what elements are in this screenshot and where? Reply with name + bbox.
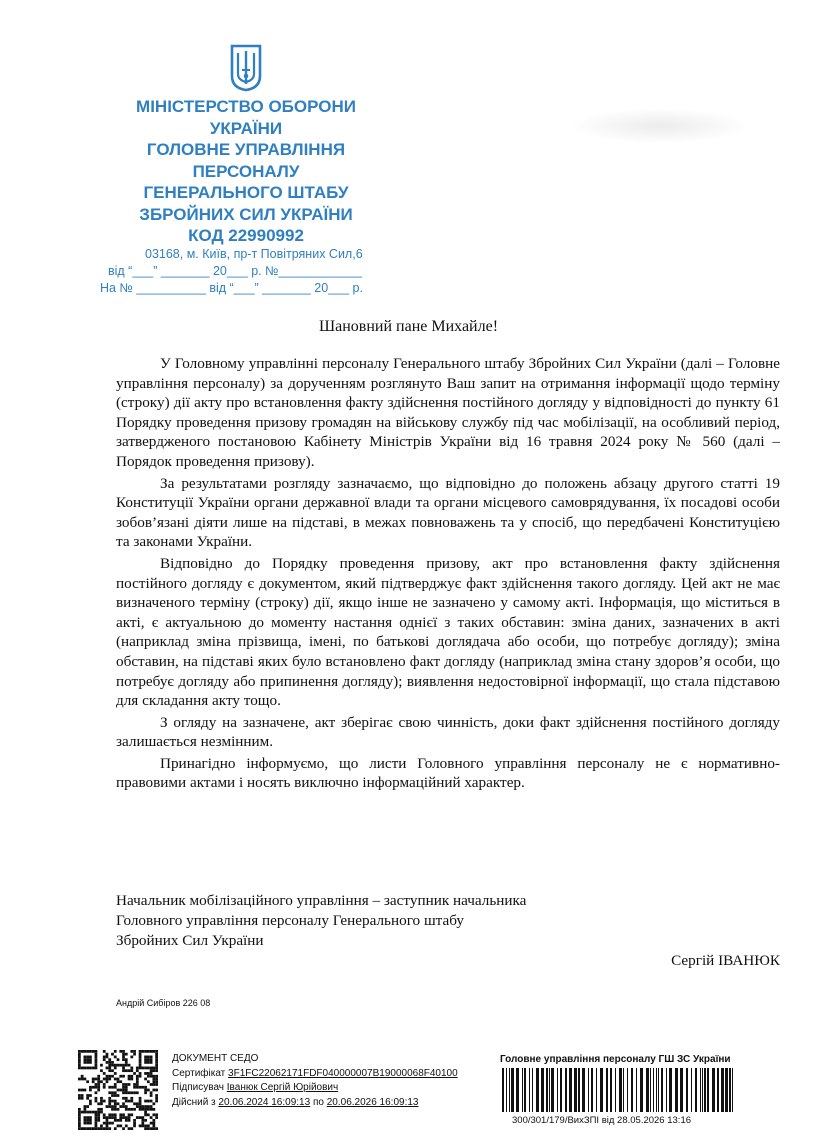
qr-code-icon <box>78 1050 158 1130</box>
valid-to: 20.06.2026 16:09:13 <box>326 1096 419 1108</box>
letter-body <box>116 354 780 795</box>
signer-row <box>172 1081 502 1096</box>
body-paragraph: За результатами розгляду зазначаємо, що відповідно до положень абзацу другого статті 19 Конституції України органи державної влади та органи місцевого самоврядування, їх посадові особи зобов’язані діяти лише на підставі, в межах повноважень та у спосіб, що передбачені Конституцією та законами України. <box>116 474 780 551</box>
position-line: Збройних Сил України <box>116 932 264 949</box>
valid-to-label: по <box>312 1096 324 1108</box>
signatory-name: Сергій ІВАНЮК <box>671 952 780 969</box>
body-paragraph: У Головному управлінні персоналу Генерального штабу Збройних Сил України (далі – Головне управління персоналу) за дорученням розглянуто Ваш запит на отримання інформації щодо терміну (строку) дії акту про встановлення факту здійснення постійного догляду у відповідності до пункту 61 Порядку проведення призову громадян на військову службу під час мобілізації, на особливий період, затвердженого постановою Кабінету Міністрів України від 16 травня 2024 року № 560 (далі – Порядок проведення призову). <box>116 355 780 470</box>
valid-from-label: Дійсний з <box>172 1096 216 1108</box>
blurred-area <box>570 108 750 144</box>
letterhead-line: ГОЛОВНЕ УПРАВЛІННЯ <box>146 140 346 159</box>
body-paragraph: Відповідно до Порядку проведення призову, акт про встановлення факту здійснення постійного догляду є документом, який підтверджує факт здійснення такого догляду. Цей акт не має визначеного терміну (строку) дії, якщо інше не зазначено у самому акті. Інформація, що міститься в акті, є актуальною до моменту настання однієї з таких обставин: зміна даних, зазначених в акті (наприклад зміна прізвища, імені, по батькові доглядача або особи, що потребує догляду); зміна обставин, на підставі яких було встановлено факт догляду (наприклад зміна стану здоров’я особи, що потребує догляду або припинення догляду); виявлення недостовірної інформації, що стала підставою для складання акту тощо. <box>116 554 780 710</box>
e-signature-block <box>172 1052 502 1110</box>
letterhead-address-block <box>100 246 400 297</box>
edoc-title: ДОКУМЕНТ СЕДО <box>172 1053 259 1064</box>
certificate-value: 3F1FC22062171FDF040000007B19000068F40100 <box>228 1067 458 1079</box>
position-line: Головного управління персоналу Генерального штабу <box>116 912 464 929</box>
letterhead <box>70 96 422 247</box>
valid-from: 20.06.2024 16:09:13 <box>218 1096 311 1108</box>
trident-icon <box>228 42 264 92</box>
letterhead-line: МІНІСТЕРСТВО ОБОРОНИ <box>136 97 356 116</box>
barcode-title: Головне управління персоналу ГШ ЗС України <box>500 1054 731 1065</box>
outgoing-date-line: від “___” _______ 20___ р. №____________ <box>108 264 362 278</box>
letterhead-line: ГЕНЕРАЛЬНОГО ШТАБУ <box>143 183 349 202</box>
position-line: Начальник мобілізаційного управління – заступник начальника <box>116 892 527 909</box>
executor: Андрій Сибіров 226 08 <box>116 998 211 1008</box>
body-paragraph: Принагідно інформуємо, що листи Головного управління персоналу не є нормативно-правовими актами і носять виключно інформаційний характер. <box>116 754 780 792</box>
reply-reference-line: На № __________ від “___” _______ 20___ р. <box>100 281 363 295</box>
barcode-icon <box>500 1068 740 1112</box>
certificate-label: Сертифікат <box>172 1067 226 1079</box>
body-paragraph: З огляду на зазначене, акт зберігає свою чинність, доки факт здійснення постійного догляду залишається незмінним. <box>116 713 780 751</box>
registration-number: 300/301/179/ВихЗПІ від 28.05.2026 13:16 <box>512 1115 692 1126</box>
letterhead-line: УКРАЇНИ <box>209 118 283 138</box>
letterhead-line: ЗБРОЙНИХ СИЛ УКРАЇНИ <box>139 204 353 224</box>
signer-label: Підписувач <box>172 1082 224 1093</box>
signature-position <box>116 891 780 951</box>
letterhead-code: КОД 22990992 <box>188 226 304 245</box>
letterhead-line: ПЕРСОНАЛУ <box>192 161 300 181</box>
validity-row <box>172 1096 502 1111</box>
certificate-row <box>172 1067 502 1082</box>
greeting: Шановний пане Михайле! <box>318 318 499 335</box>
address: 03168, м. Київ, пр-т Повітряних Сил,6 <box>145 247 363 261</box>
signer-value: Іванюк Сергій Юрійович <box>226 1082 339 1093</box>
